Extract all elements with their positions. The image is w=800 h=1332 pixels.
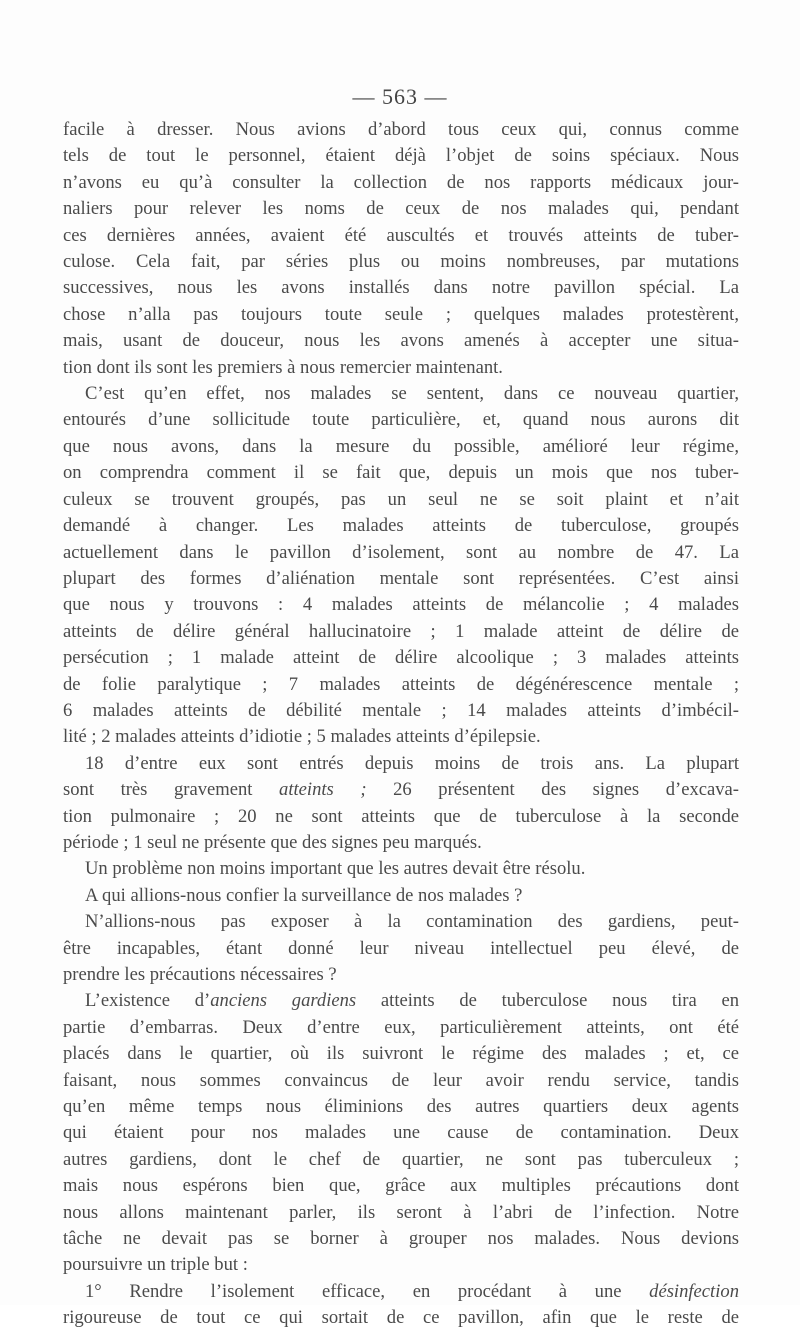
text-line: actuellement dans le pavillon d’isolement, sont au nombre de 47. La [63,541,739,563]
text-line: tâche ne devait pas se borner à grouper nos malades. Nous devions [63,1228,739,1250]
text-line: A qui allions-nous confier la surveillance de nos malades ? [85,884,523,906]
text-line: période ; 1 seul ne présente que des signes peu marqués. [63,831,482,853]
text-line: on comprendra comment il se fait que, depuis un mois que nos tuber- [63,462,739,484]
text-line: rigoureuse de tout ce qui sortait de ce pavillon, afin que le reste de [63,1307,739,1329]
text-line: successives, nous les avons installés dans notre pavillon spécial. La [63,277,739,299]
text-line: N’allions-nous pas exposer à la contamination des gardiens, peut- [85,911,739,933]
italic-text: désinfection [649,1280,739,1302]
text-line: qu’en même temps nous éliminions des autres quartiers deux agents [63,1096,739,1118]
text-line: mais, usant de douceur, nous les avons amenés à accepter une situa- [63,330,739,352]
text-line: prendre les précautions nécessaires ? [63,964,337,985]
text-line: L’existence d’anciens gardiens atteints de tuberculose nous tira en [85,990,739,1012]
text-line: naliers pour relever les noms de ceux de nos malades qui, pendant [63,198,739,220]
text-line: C’est qu’en effet, nos malades se sentent, dans ce nouveau quartier, [85,383,739,405]
text-line: persécution ; 1 malade atteint de délire alcoolique ; 3 malades atteints [63,647,739,669]
text-line: atteints de délire général hallucinatoire ; 1 malade atteint de délire de [63,620,739,642]
text-line: demandé à changer. Les malades atteints de tuberculose, groupés [63,515,739,537]
text-line: poursuivre un triple but : [63,1254,248,1276]
text-line: faisant, nous sommes convaincus de leur avoir rendu service, tandis [63,1069,739,1091]
text-line: que nous avons, dans la mesure du possible, amélioré leur régime, [63,435,739,457]
text-line: tion dont ils sont les premiers à nous remercier maintenant. [63,356,503,378]
text-line: partie d’embarras. Deux d’entre eux, particulièrement atteints, ont été [63,1016,739,1038]
text-line: nous allons maintenant parler, ils seront à l’abri de l’infection. Notre [63,1201,739,1223]
text-line: être incapables, étant donné leur niveau intellectuel peu élevé, de [63,937,739,959]
text-line: autres gardiens, dont le chef de quartier, ne sont pas tuberculeux ; [63,1148,739,1170]
text-line: que nous y trouvons : 4 malades atteints de mélancolie ; 4 malades [63,594,739,616]
text-line: n’avons eu qu’à consulter la collection de nos rapports médicaux jour- [63,171,739,193]
text-line: placés dans le quartier, où ils suivront le régime des malades ; et, ce [63,1043,739,1065]
text-line: 18 d’entre eux sont entrés depuis moins de trois ans. La plupart [85,752,739,774]
text-line: sont très gravement atteints ; 26 présentent des signes d’excava- [63,779,739,801]
page-number: — 563 — [352,84,448,109]
text-line: ces dernières années, avaient été auscultés et trouvés atteints de tuber- [63,224,739,246]
text-line: mais nous espérons bien que, grâce aux multiples précautions dont [63,1175,739,1197]
text-line: culeux se trouvent groupés, pas un seul ne se soit plaint et n’ait [63,488,739,510]
text-line: qui étaient pour nos malades une cause de contamination. Deux [63,1122,739,1144]
text-line: tion pulmonaire ; 20 ne sont atteints que de tuberculose à la seconde [63,805,739,827]
body-text [63,117,739,1332]
text-line: chose n’alla pas toujours toute seule ; quelques malades protestèrent, [63,303,739,325]
italic-text: atteints ; [279,779,367,801]
text-line: facile à dresser. Nous avions d’abord tous ceux qui, connus comme [63,119,739,140]
text-line: culose. Cela fait, par séries plus ou moins nombreuses, par mutations [63,251,739,273]
text-line: plupart des formes d’aliénation mentale sont représentées. C’est ainsi [63,567,739,589]
text-line: 6 malades atteints de débilité mentale ; 14 malades atteints d’imbécil- [63,699,739,721]
text-line: 1° Rendre l’isolement efficace, en procédant à une désinfection [85,1280,739,1302]
text-line: de folie paralytique ; 7 malades atteints de dégénérescence mentale ; [63,673,739,695]
text-line: entourés d’une sollicitude toute particulière, et, quand nous aurons dit [63,409,739,431]
text-line: lité ; 2 malades atteints d’idiotie ; 5 malades atteints d’épilepsie. [63,726,541,748]
text-line: Un problème non moins important que les autres devait être résolu. [85,858,586,880]
italic-text: anciens gardiens [210,990,357,1012]
text-line: tels de tout le personnel, étaient déjà l’objet de soins spéciaux. Nous [63,145,739,167]
